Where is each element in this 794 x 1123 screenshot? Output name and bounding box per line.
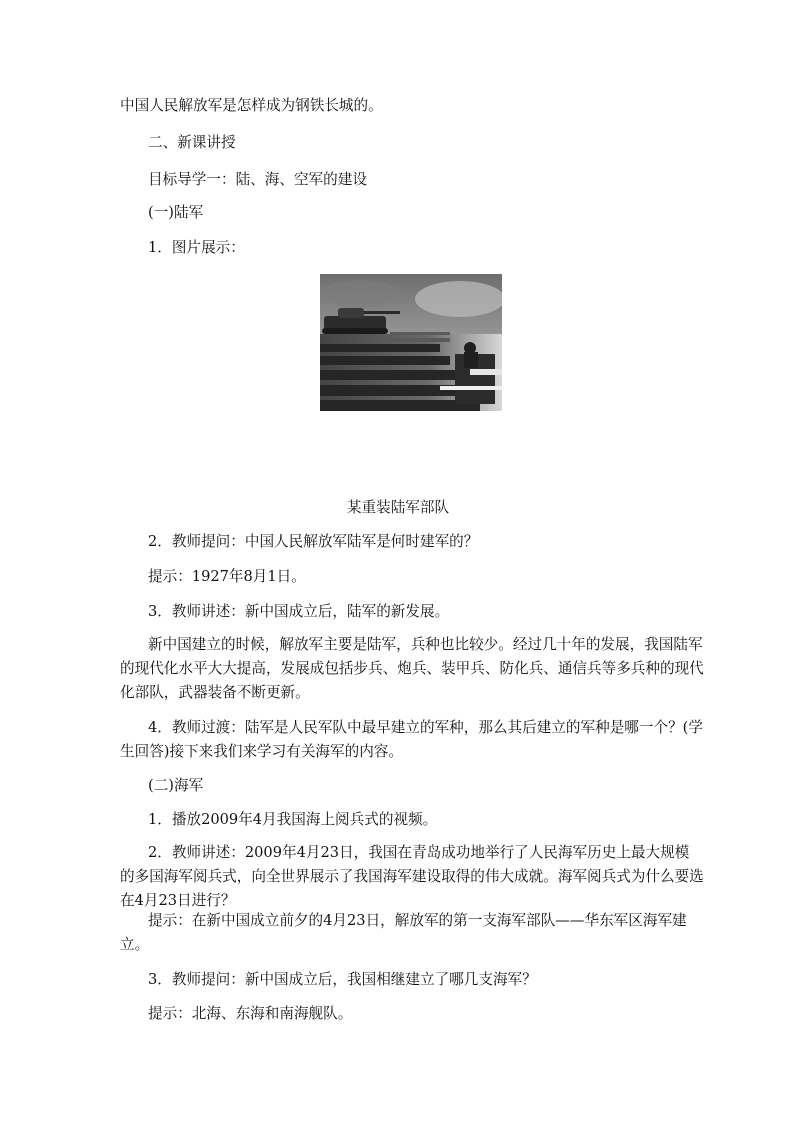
navy-item-2-hint: [120, 909, 687, 957]
text-line: 的多国海军阅兵式，向全世界展示了我国海军建设取得的伟大成就。海军阅兵式为什么要选: [120, 868, 704, 885]
text-line: 在4月23日进行？: [120, 892, 236, 909]
army-item-3-body: [120, 633, 704, 705]
army-item-2: 2．教师提问：中国人民解放军陆军是何时建军的？: [148, 533, 479, 550]
navy-item-2: [120, 841, 704, 913]
navy-item-1: 1．播放2009年4月我国海上阅兵式的视频。: [148, 811, 438, 828]
army-item-1: 1．图片展示：: [148, 239, 245, 256]
army-item-2-hint: 提示：1927年8月1日。: [148, 568, 306, 585]
navy-subheading: (二)海军: [148, 777, 204, 794]
text-line: 提示：在新中国成立前夕的4月23日，解放军的第一支海军部队——华东军区海军建: [148, 912, 687, 929]
army-subheading: (一)陆军: [148, 204, 204, 221]
text-line: 4．教师过渡：陆军是人民军队中最早建立的军种，那么其后建立的军种是哪一个？(学: [148, 719, 703, 736]
text-line: 新中国建立的时候，解放军主要是陆军，兵种也比较少。经过几十年的发展，我国陆军: [148, 636, 703, 653]
text-line: 2．教师讲述：2009年4月23日，我国在青岛成功地举行了人民海军历史上最大规模: [148, 844, 690, 861]
army-item-4: [120, 716, 703, 764]
navy-item-3-hint: 提示：北海、东海和南海舰队。: [148, 1005, 353, 1022]
army-item-3: 3．教师讲述：新中国成立后，陆军的新发展。: [148, 603, 450, 620]
navy-item-3: 3．教师提问：新中国成立后，我国相继建立了哪几支海军？: [148, 971, 537, 988]
section-heading: 二、新课讲授: [148, 134, 236, 151]
goal-heading: 目标导学一：陆、海、空军的建设: [148, 171, 367, 188]
text-line: 化部队，武器装备不断更新。: [120, 684, 310, 701]
figure-caption: 某重装陆军部队: [346, 499, 450, 516]
text-line: 的现代化水平大大提高，发展成包括步兵、炮兵、装甲兵、防化兵、通信兵等多兵种的现代: [120, 660, 704, 677]
intro-paragraph: 中国人民解放军是怎样成为钢铁长城的。: [120, 97, 383, 114]
text-line: 生回答)接下来我们来学习有关海军的内容。: [120, 743, 403, 760]
army-photo-image: [320, 274, 502, 411]
text-line: 立。: [120, 936, 150, 953]
